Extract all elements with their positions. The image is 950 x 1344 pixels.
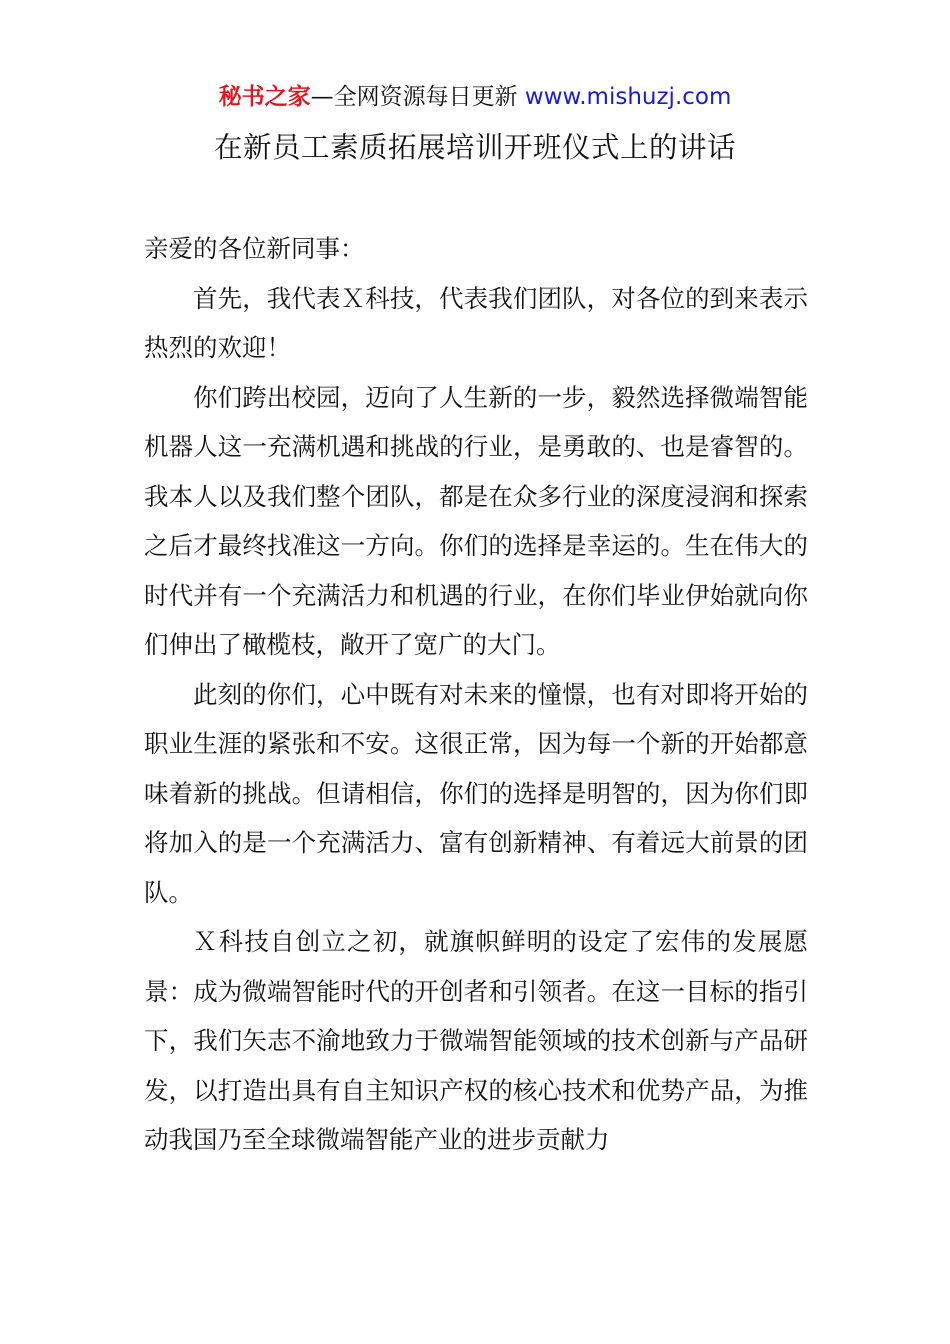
brand-name: 秘书之家 — [218, 84, 311, 110]
site-header — [0, 82, 950, 112]
document-title: 在新员工素质拓展培训开班仪式上的讲话 — [213, 131, 736, 164]
paragraph: Ｘ科技自创立之初，就旗帜鲜明的设定了宏伟的发展愿景：成为微端智能时代的开创者和引领者。在这一目标的指引下，我们矢志不渝地致力于微端智能领域的技术创新与产品研发，以打造出具有自主知识产权的核心技术和优势产品，为推动我国乃至全球微端智能产业的进步贡献力 — [144, 927, 808, 1154]
site-url: www.mishuzj.com — [524, 84, 732, 110]
salutation: 亲爱的各位新同事： — [144, 234, 365, 263]
document-body — [144, 224, 808, 1165]
paragraph: 此刻的你们，心中既有对未来的憧憬，也有对即将开始的职业生涯的紧张和不安。这很正常，因为每一个新的开始都意味着新的挑战。但请相信，你们的选择是明智的，因为你们即将加入的是一个充满活力、富有创新精神、有着远大前景的团队。 — [144, 679, 808, 907]
paragraph: 你们跨出校园，迈向了人生新的一步，毅然选择微端智能机器人这一充满机遇和挑战的行业，是勇敢的、也是睿智的。我本人以及我们整个团队，都是在众多行业的深度浸润和探索之后才最终找准这一方向。你们的选择是幸运的。生在伟大的时代并有一个充满活力和机遇的行业，在你们毕业伊始就向你们伸出了橄榄枝，敞开了宽广的大门。 — [144, 382, 808, 659]
header-tagline: —全网资源每日更新 — [310, 84, 518, 110]
paragraph: 首先，我代表Ｘ科技，代表我们团队，对各位的到来表示热烈的欢迎！ — [144, 283, 808, 362]
